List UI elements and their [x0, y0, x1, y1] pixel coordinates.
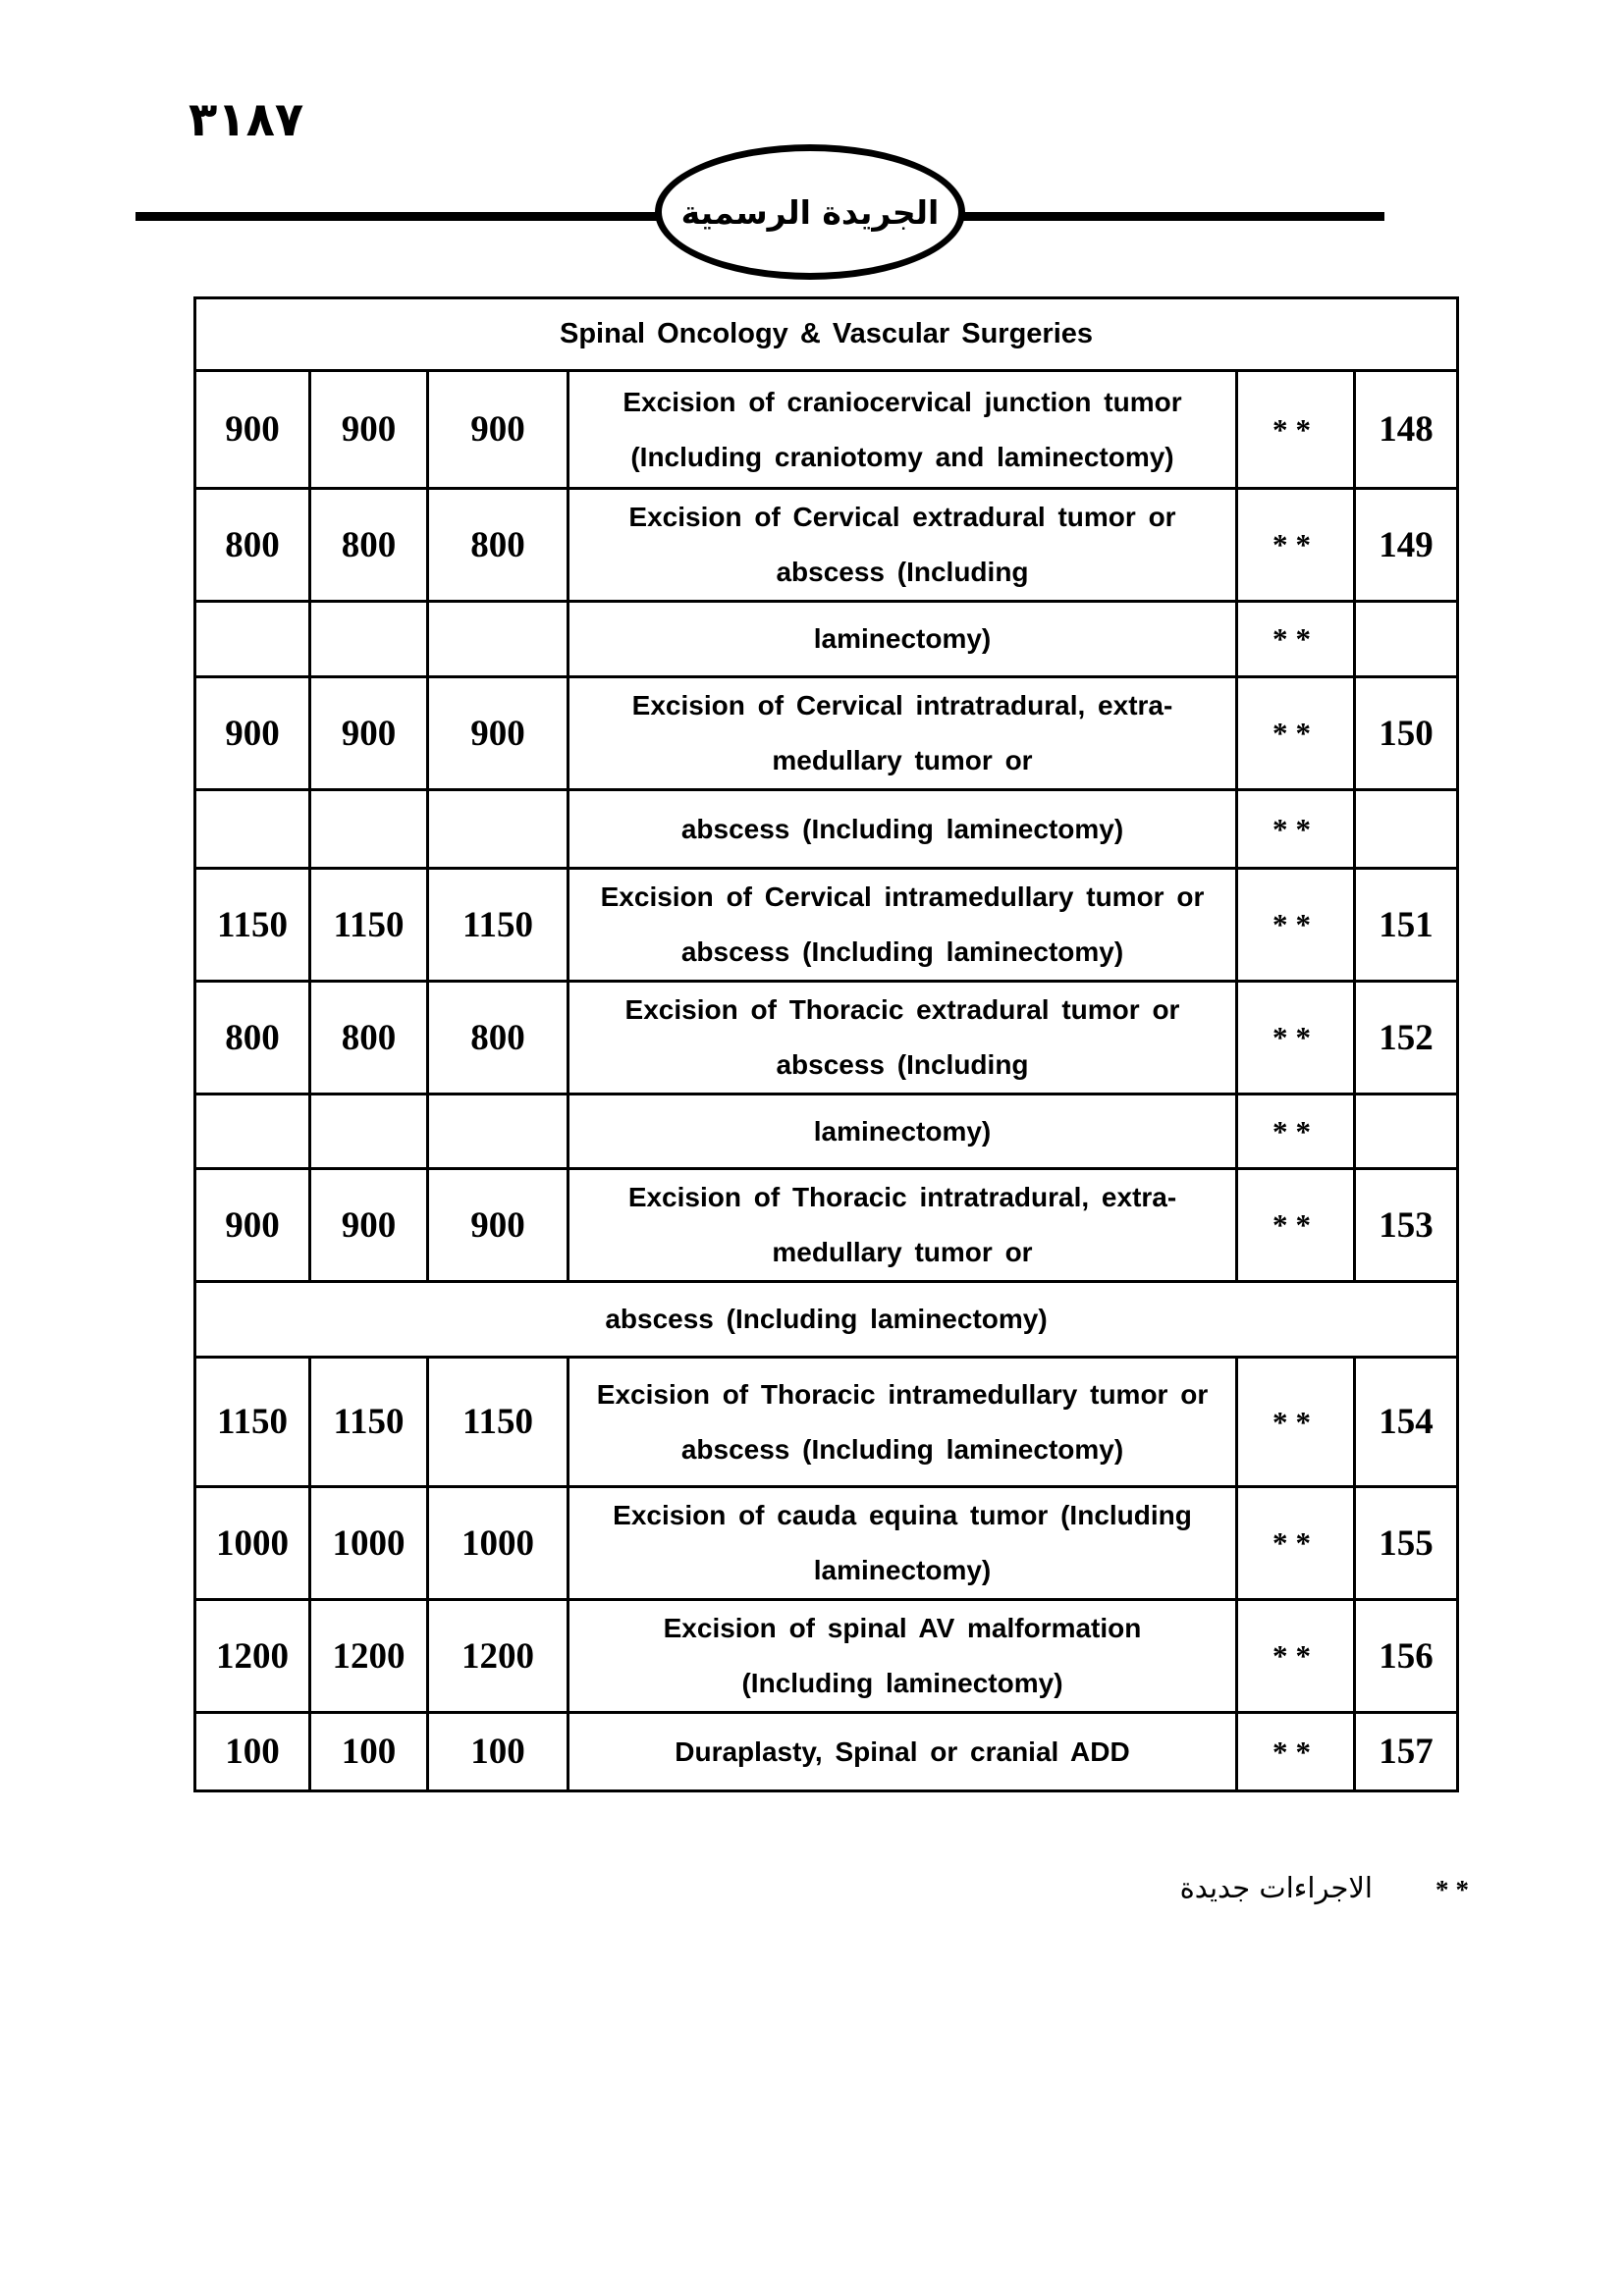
code-cell: 153: [1355, 1169, 1458, 1282]
description-line: Excision of spinal AV malformation: [663, 1613, 1142, 1643]
table-row: [195, 677, 1458, 790]
footnote-text: الاجراءات جديدة: [1179, 1871, 1373, 1904]
description-cell: [568, 1358, 1237, 1487]
price-cell: 900: [310, 371, 428, 489]
description-cell: [568, 489, 1237, 602]
price-cell: 1000: [310, 1487, 428, 1600]
new-procedure-marker-cell: **: [1237, 1169, 1355, 1282]
table-row: [195, 869, 1458, 982]
price-cell: 100: [310, 1713, 428, 1791]
code-cell: [1355, 1095, 1458, 1169]
price-cell: 1150: [310, 869, 428, 982]
description-line: Excision of Thoracic intramedullary tumor or: [596, 1378, 1209, 1410]
code-cell: 151: [1355, 869, 1458, 982]
description-line: medullary tumor or: [772, 745, 1033, 775]
price-cell: 1150: [195, 1358, 310, 1487]
description-cell: [568, 677, 1237, 790]
table-row: [195, 790, 1458, 869]
price-cell: 100: [195, 1713, 310, 1791]
description-line: abscess (Including laminectomy): [680, 1433, 1124, 1465]
price-cell: 800: [310, 489, 428, 602]
table-row: [195, 1282, 1458, 1358]
description-line: medullary tumor or: [772, 1237, 1033, 1267]
code-cell: 152: [1355, 982, 1458, 1095]
table-row: [195, 371, 1458, 489]
description-cell: [568, 1169, 1237, 1282]
price-cell: 900: [195, 677, 310, 790]
price-cell: [428, 1095, 568, 1169]
price-cell: 800: [195, 982, 310, 1095]
price-cell: 800: [428, 982, 568, 1095]
description-cell: [568, 602, 1237, 677]
description-line: Excision of Cervical extradural tumor or: [628, 502, 1176, 532]
price-cell: [195, 602, 310, 677]
price-cell: 1150: [310, 1358, 428, 1487]
price-cell: 1200: [310, 1600, 428, 1713]
code-cell: 149: [1355, 489, 1458, 602]
new-procedure-marker-cell: **: [1237, 869, 1355, 982]
description-line: abscess (Including laminectomy): [680, 813, 1124, 844]
description-line: laminectomy): [813, 623, 992, 654]
full-width-description-cell: abscess (Including laminectomy): [195, 1282, 1458, 1358]
price-cell: [310, 1095, 428, 1169]
code-cell: 156: [1355, 1600, 1458, 1713]
description-cell: [568, 1600, 1237, 1713]
gazette-seal: [655, 144, 965, 280]
price-cell: 900: [310, 677, 428, 790]
price-cell: 800: [310, 982, 428, 1095]
description-cell: [568, 1713, 1237, 1791]
price-cell: 900: [428, 1169, 568, 1282]
description-line: laminectomy): [813, 1555, 992, 1585]
table-row: [195, 1169, 1458, 1282]
price-cell: 800: [428, 489, 568, 602]
page-number: ٣١٨٧: [189, 92, 304, 147]
code-cell: 155: [1355, 1487, 1458, 1600]
description-line: abscess (Including: [776, 557, 1029, 587]
price-cell: 800: [195, 489, 310, 602]
new-procedure-marker-cell: **: [1237, 790, 1355, 869]
table-row: [195, 1713, 1458, 1791]
new-procedure-marker-cell: **: [1237, 1358, 1355, 1487]
description-cell: [568, 982, 1237, 1095]
price-cell: 900: [428, 371, 568, 489]
code-cell: 154: [1355, 1358, 1458, 1487]
price-cell: 1150: [195, 869, 310, 982]
new-procedure-marker-cell: **: [1237, 489, 1355, 602]
new-procedure-marker-cell: **: [1237, 1600, 1355, 1713]
description-line: Excision of cauda equina tumor (Including: [613, 1500, 1192, 1530]
description-line: abscess (Including: [776, 1049, 1029, 1080]
price-cell: 1000: [195, 1487, 310, 1600]
surgery-fees-table: [193, 296, 1459, 1792]
new-procedure-marker-cell: **: [1237, 602, 1355, 677]
new-procedure-marker-cell: **: [1237, 677, 1355, 790]
price-cell: [195, 790, 310, 869]
description-cell: [568, 790, 1237, 869]
table-header-row: [195, 298, 1458, 371]
description-line: (Including laminectomy): [741, 1668, 1063, 1698]
description-line: Duraplasty, Spinal or cranial ADD: [675, 1735, 1130, 1767]
table-row: [195, 1600, 1458, 1713]
description-line: abscess (Including laminectomy): [680, 936, 1124, 967]
description-cell: [568, 371, 1237, 489]
description-cell: [568, 869, 1237, 982]
price-cell: [428, 602, 568, 677]
code-cell: 150: [1355, 677, 1458, 790]
code-cell: [1355, 790, 1458, 869]
table-row: [195, 602, 1458, 677]
price-cell: 1150: [428, 1358, 568, 1487]
table-row: [195, 1358, 1458, 1487]
code-cell: 157: [1355, 1713, 1458, 1791]
price-cell: [310, 602, 428, 677]
price-cell: [195, 1095, 310, 1169]
table-row: [195, 982, 1458, 1095]
price-cell: 900: [310, 1169, 428, 1282]
gazette-title: الجريدة الرسمية: [680, 192, 940, 232]
new-procedure-marker-cell: **: [1237, 1095, 1355, 1169]
table-section-title: Spinal Oncology & Vascular Surgeries: [195, 298, 1458, 371]
table-row: [195, 1095, 1458, 1169]
description-line: Excision of Cervical intratradural, extra-: [631, 690, 1173, 721]
price-cell: 1200: [195, 1600, 310, 1713]
price-cell: [428, 790, 568, 869]
description-cell: [568, 1095, 1237, 1169]
price-cell: 900: [195, 371, 310, 489]
new-procedure-marker-cell: **: [1237, 982, 1355, 1095]
price-cell: 1200: [428, 1600, 568, 1713]
code-cell: [1355, 602, 1458, 677]
price-cell: 1000: [428, 1487, 568, 1600]
code-cell: 148: [1355, 371, 1458, 489]
description-line: laminectomy): [813, 1115, 992, 1147]
footnote-marker: **: [1435, 1875, 1476, 1904]
new-procedure-marker-cell: **: [1237, 371, 1355, 489]
new-procedure-marker-cell: **: [1237, 1487, 1355, 1600]
description-line: (Including craniotomy and laminectomy): [630, 441, 1174, 472]
description-line: Excision of craniocervical junction tumor: [623, 386, 1182, 417]
description-line: Excision of Thoracic extradural tumor or: [624, 994, 1180, 1025]
new-procedure-marker-cell: **: [1237, 1713, 1355, 1791]
price-cell: 1150: [428, 869, 568, 982]
price-cell: 100: [428, 1713, 568, 1791]
price-cell: 900: [195, 1169, 310, 1282]
price-cell: 900: [428, 677, 568, 790]
description-line: Excision of Thoracic intratradural, extra-: [627, 1182, 1177, 1212]
table-row: [195, 489, 1458, 602]
price-cell: [310, 790, 428, 869]
table-row: [195, 1487, 1458, 1600]
description-cell: [568, 1487, 1237, 1600]
description-line: Excision of Cervical intramedullary tumor or: [600, 881, 1205, 912]
